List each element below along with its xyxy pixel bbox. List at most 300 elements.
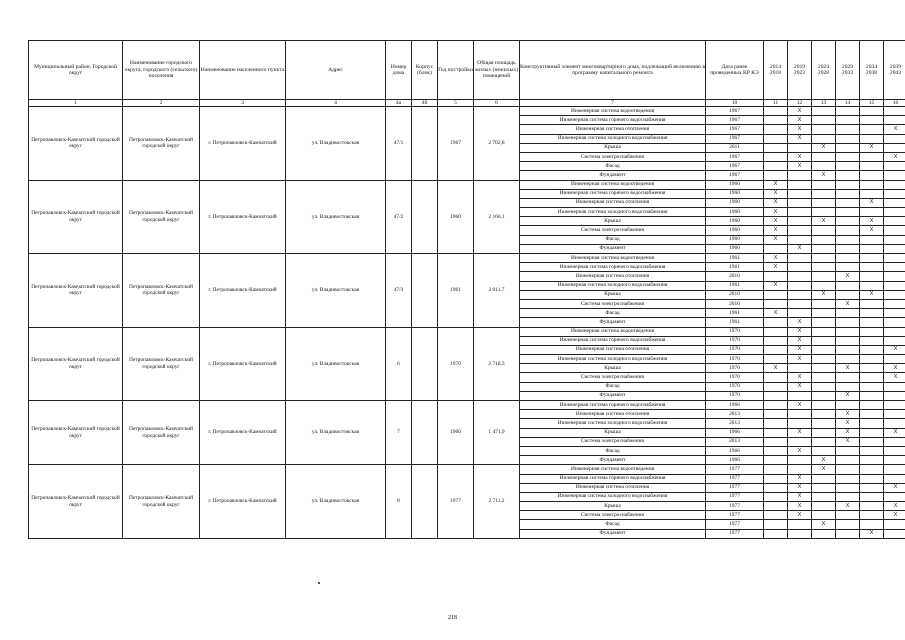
previous-repair-date-cell: 1961 (706, 254, 764, 263)
period-mark-cell (860, 189, 884, 198)
period-mark-cell: X (764, 281, 788, 290)
header-previous-repair-date: Дата ранее проведенных КР КЭ (706, 41, 764, 100)
element-name-cell: Инженерная система горячего водоснабжения (520, 401, 706, 410)
column-number: 7 (520, 100, 706, 107)
period-mark-cell: X (788, 446, 812, 455)
element-name-cell: Инженерная система холодного водоснабжения (520, 281, 706, 290)
period-mark-cell (764, 492, 788, 501)
element-name-cell: Инженерная система горячего водоснабжения (520, 474, 706, 483)
period-mark-cell: X (884, 364, 905, 373)
period-mark-cell: X (884, 483, 905, 492)
period-mark-cell (860, 391, 884, 400)
period-mark-cell (884, 391, 905, 400)
period-mark-cell: X (884, 125, 905, 134)
period-mark-cell (836, 134, 860, 143)
period-mark-cell: X (812, 465, 836, 474)
previous-repair-date-cell: 1966 (706, 428, 764, 437)
column-number: 11 (764, 100, 788, 107)
element-name-cell: Инженерная система водоотведения (520, 180, 706, 189)
period-mark-cell: X (788, 474, 812, 483)
address-cell: ул. Владивостокская (286, 254, 386, 328)
period-mark-cell (836, 263, 860, 272)
period-mark-cell: X (836, 437, 860, 446)
period-mark-cell (836, 180, 860, 189)
period-mark-cell (836, 327, 860, 336)
district-cell: Петропавловск-Камчатский городской округ (123, 180, 200, 254)
element-name-cell: Инженерная система отопления (520, 410, 706, 419)
year-built-cell: 1961 (438, 254, 474, 328)
period-mark-cell (860, 446, 884, 455)
period-mark-cell (812, 446, 836, 455)
scan-speck (318, 582, 320, 584)
period-mark-cell (884, 171, 905, 180)
period-mark-cell (860, 235, 884, 244)
address-cell: ул. Владивостокская (286, 401, 386, 465)
period-mark-cell (764, 483, 788, 492)
period-mark-cell: X (884, 373, 905, 382)
period-mark-cell (836, 345, 860, 354)
period-mark-cell (884, 336, 905, 345)
period-mark-cell (860, 162, 884, 171)
period-mark-cell: X (764, 254, 788, 263)
period-mark-cell (788, 391, 812, 400)
period-mark-cell (764, 502, 788, 511)
period-mark-cell (788, 299, 812, 308)
previous-repair-date-cell: 1967 (706, 116, 764, 125)
header-year-built: Год постройки (438, 41, 474, 100)
period-mark-cell (812, 116, 836, 125)
period-mark-cell (860, 134, 884, 143)
header-area: Общая площадь жилых (нежилых) помещений (474, 41, 520, 100)
element-name-cell: Крыша (520, 428, 706, 437)
period-mark-cell: X (788, 345, 812, 354)
period-mark-cell (812, 272, 836, 281)
period-mark-cell (788, 437, 812, 446)
building-cell (412, 327, 438, 401)
period-mark-cell (788, 263, 812, 272)
table-body (29, 107, 905, 539)
table-row (29, 327, 905, 336)
previous-repair-date-cell: 1970 (706, 327, 764, 336)
house-number-cell: 47/3 (386, 254, 412, 328)
period-mark-cell (836, 382, 860, 391)
element-name-cell: Инженерная система отопления (520, 125, 706, 134)
period-mark-cell: X (788, 162, 812, 171)
period-mark-cell (836, 116, 860, 125)
element-name-cell: Система электроснабжения (520, 511, 706, 520)
previous-repair-date-cell: 2010 (706, 290, 764, 299)
previous-repair-date-cell: 1960 (706, 208, 764, 217)
previous-repair-date-cell: 1967 (706, 162, 764, 171)
period-mark-cell (764, 143, 788, 152)
period-mark-cell (764, 446, 788, 455)
period-mark-cell (764, 290, 788, 299)
period-mark-cell (812, 244, 836, 253)
element-name-cell: Фасад (520, 235, 706, 244)
period-mark-cell: X (788, 244, 812, 253)
period-mark-cell (836, 373, 860, 382)
previous-repair-date-cell: 1960 (706, 244, 764, 253)
period-mark-cell (788, 520, 812, 529)
period-mark-cell (764, 419, 788, 428)
period-mark-cell (788, 272, 812, 281)
building-cell (412, 107, 438, 181)
period-mark-cell: X (836, 299, 860, 308)
area-cell: 1 471,9 (474, 401, 520, 465)
period-mark-cell (788, 419, 812, 428)
period-mark-cell (764, 428, 788, 437)
period-mark-cell (788, 529, 812, 538)
element-name-cell: Фундамент (520, 529, 706, 538)
period-mark-cell (764, 327, 788, 336)
period-mark-cell (884, 134, 905, 143)
period-mark-cell (836, 281, 860, 290)
period-mark-cell: X (788, 382, 812, 391)
previous-repair-date-cell: 1970 (706, 373, 764, 382)
period-mark-cell (860, 355, 884, 364)
element-name-cell: Инженерная система отопления (520, 345, 706, 354)
house-number-cell: 47/2 (386, 180, 412, 254)
period-mark-cell: X (788, 355, 812, 364)
element-name-cell: Фасад (520, 520, 706, 529)
previous-repair-date-cell: 1967 (706, 107, 764, 116)
period-mark-cell: X (836, 428, 860, 437)
period-mark-cell (764, 410, 788, 419)
element-name-cell: Инженерная система отопления (520, 272, 706, 281)
period-mark-cell (836, 107, 860, 116)
period-mark-cell (812, 318, 836, 327)
period-mark-cell (860, 254, 884, 263)
house-number-cell: 6 (386, 327, 412, 401)
previous-repair-date-cell: 1977 (706, 465, 764, 474)
element-name-cell: Инженерная система холодного водоснабжения (520, 492, 706, 501)
house-number-cell: 8 (386, 465, 412, 539)
column-number: 4 (286, 100, 386, 107)
period-mark-cell (764, 345, 788, 354)
period-mark-cell (860, 336, 884, 345)
period-mark-cell (788, 456, 812, 465)
period-mark-cell (788, 364, 812, 373)
period-mark-cell (836, 456, 860, 465)
previous-repair-date-cell: 1977 (706, 529, 764, 538)
period-mark-cell (860, 125, 884, 134)
period-mark-cell (812, 162, 836, 171)
period-mark-cell (788, 171, 812, 180)
element-name-cell: Инженерная система водоотведения (520, 465, 706, 474)
element-name-cell: Фасад (520, 446, 706, 455)
header-period: 2034 2038 (860, 41, 884, 100)
period-mark-cell (764, 529, 788, 538)
period-mark-cell (812, 327, 836, 336)
previous-repair-date-cell: 1967 (706, 134, 764, 143)
period-mark-cell (836, 235, 860, 244)
header-period: 2014 2018 (764, 41, 788, 100)
period-mark-cell: X (812, 290, 836, 299)
period-mark-cell: X (764, 364, 788, 373)
period-mark-cell (884, 492, 905, 501)
period-mark-cell (812, 419, 836, 428)
period-mark-cell: X (764, 198, 788, 207)
period-mark-cell: X (788, 152, 812, 161)
period-mark-cell (788, 180, 812, 189)
period-mark-cell (884, 299, 905, 308)
period-mark-cell: X (788, 327, 812, 336)
previous-repair-date-cell: 1970 (706, 382, 764, 391)
period-mark-cell: X (836, 364, 860, 373)
settlement-cell: г. Петропавловск-Камчатский (200, 465, 286, 539)
element-name-cell: Фасад (520, 162, 706, 171)
period-mark-cell (836, 465, 860, 474)
area-cell: 2 702,8 (474, 107, 520, 181)
period-mark-cell (836, 290, 860, 299)
period-mark-cell (860, 299, 884, 308)
period-mark-cell (860, 456, 884, 465)
previous-repair-date-cell: 1960 (706, 217, 764, 226)
header-row (29, 41, 905, 100)
period-mark-cell (812, 281, 836, 290)
period-mark-cell: X (860, 226, 884, 235)
settlement-cell: г. Петропавловск-Камчатский (200, 401, 286, 465)
period-mark-cell (812, 502, 836, 511)
period-mark-cell (812, 401, 836, 410)
district-cell: Петропавловск-Камчатский городской округ (123, 254, 200, 328)
period-mark-cell: X (812, 217, 836, 226)
period-mark-cell (812, 208, 836, 217)
header-period: 2024 2028 (812, 41, 836, 100)
period-mark-cell (764, 474, 788, 483)
period-mark-cell (884, 410, 905, 419)
period-mark-cell: X (884, 345, 905, 354)
column-number: 5 (438, 100, 474, 107)
previous-repair-date-cell: 1960 (706, 226, 764, 235)
period-mark-cell (860, 483, 884, 492)
period-mark-cell (764, 318, 788, 327)
period-mark-cell (812, 382, 836, 391)
period-mark-cell (884, 281, 905, 290)
period-mark-cell (788, 189, 812, 198)
period-mark-cell: X (836, 419, 860, 428)
previous-repair-date-cell: 1967 (706, 125, 764, 134)
period-mark-cell (812, 134, 836, 143)
period-mark-cell (836, 198, 860, 207)
period-mark-cell (836, 520, 860, 529)
previous-repair-date-cell: 1966 (706, 456, 764, 465)
element-name-cell: Фасад (520, 309, 706, 318)
period-mark-cell (812, 364, 836, 373)
period-mark-cell: X (788, 492, 812, 501)
period-mark-cell (836, 244, 860, 253)
period-mark-cell (764, 511, 788, 520)
period-mark-cell (860, 502, 884, 511)
period-mark-cell: X (764, 217, 788, 226)
column-number: 1 (29, 100, 123, 107)
period-mark-cell (812, 474, 836, 483)
capital-repair-table (28, 40, 905, 539)
period-mark-cell (860, 318, 884, 327)
period-mark-cell (812, 355, 836, 364)
column-number: 13 (812, 100, 836, 107)
element-name-cell: Система электроснабжения (520, 226, 706, 235)
period-mark-cell (884, 382, 905, 391)
element-name-cell: Инженерная система холодного водоснабжения (520, 208, 706, 217)
element-name-cell: Инженерная система горячего водоснабжения (520, 189, 706, 198)
period-mark-cell (884, 437, 905, 446)
period-mark-cell (860, 116, 884, 125)
previous-repair-date-cell: 1977 (706, 474, 764, 483)
column-number: 3 (200, 100, 286, 107)
element-name-cell: Фундамент (520, 456, 706, 465)
header-municipality: Муниципальный район, Городской округ (29, 41, 123, 100)
previous-repair-date-cell: 1966 (706, 446, 764, 455)
previous-repair-date-cell: 1970 (706, 336, 764, 345)
period-mark-cell (860, 428, 884, 437)
period-mark-cell: X (860, 198, 884, 207)
previous-repair-date-cell: 2011 (706, 143, 764, 152)
period-mark-cell (812, 336, 836, 345)
period-mark-cell (860, 410, 884, 419)
building-cell (412, 465, 438, 539)
period-mark-cell: X (812, 520, 836, 529)
period-mark-cell (836, 401, 860, 410)
previous-repair-date-cell: 2013 (706, 419, 764, 428)
area-cell: 2 711,2 (474, 465, 520, 539)
period-mark-cell (836, 189, 860, 198)
header-period: 2029 2033 (836, 41, 860, 100)
column-number: 15 (860, 100, 884, 107)
period-mark-cell (884, 419, 905, 428)
period-mark-cell (788, 226, 812, 235)
table-row (29, 180, 905, 189)
period-mark-cell (812, 107, 836, 116)
period-mark-cell (764, 244, 788, 253)
period-mark-cell (812, 410, 836, 419)
previous-repair-date-cell: 1960 (706, 198, 764, 207)
period-mark-cell (764, 162, 788, 171)
period-mark-cell (836, 162, 860, 171)
period-mark-cell (764, 116, 788, 125)
header-settlement: Наименование населенного пункта (200, 41, 286, 100)
period-mark-cell (812, 198, 836, 207)
period-mark-cell (884, 446, 905, 455)
element-name-cell: Система электроснабжения (520, 437, 706, 446)
period-mark-cell (860, 465, 884, 474)
period-mark-cell (764, 272, 788, 281)
period-mark-cell (884, 162, 905, 171)
previous-repair-date-cell: 1961 (706, 309, 764, 318)
table-row (29, 107, 905, 116)
period-mark-cell (884, 456, 905, 465)
period-mark-cell: X (836, 410, 860, 419)
period-mark-cell (812, 226, 836, 235)
period-mark-cell (836, 336, 860, 345)
element-name-cell: Крыша (520, 364, 706, 373)
column-number: 12 (788, 100, 812, 107)
period-mark-cell (860, 492, 884, 501)
period-mark-cell (788, 290, 812, 299)
period-mark-cell: X (764, 180, 788, 189)
period-mark-cell (764, 373, 788, 382)
address-cell: ул. Владивостокская (286, 107, 386, 181)
period-mark-cell (812, 152, 836, 161)
column-number: 4б (412, 100, 438, 107)
period-mark-cell: X (788, 336, 812, 345)
municipality-cell: Петропавловск-Камчатский городской округ (29, 327, 123, 401)
period-mark-cell (764, 299, 788, 308)
period-mark-cell (764, 171, 788, 180)
previous-repair-date-cell: 2013 (706, 410, 764, 419)
period-mark-cell (812, 309, 836, 318)
period-mark-cell: X (764, 208, 788, 217)
period-mark-cell (812, 492, 836, 501)
period-mark-cell: X (884, 152, 905, 161)
period-mark-cell: X (860, 529, 884, 538)
previous-repair-date-cell: 1977 (706, 502, 764, 511)
period-mark-cell: X (860, 217, 884, 226)
period-mark-cell: X (812, 456, 836, 465)
building-cell (412, 401, 438, 465)
period-mark-cell (812, 529, 836, 538)
header-structural-element: Конструктивный элемент многоквартирного дома, подлежащий включению в программу капитального ремонта (520, 41, 706, 100)
period-mark-cell (860, 171, 884, 180)
header-period: 2039 2043 (884, 41, 905, 100)
period-mark-cell: X (764, 235, 788, 244)
period-mark-cell (860, 345, 884, 354)
period-mark-cell (812, 391, 836, 400)
period-mark-cell (812, 235, 836, 244)
element-name-cell: Фасад (520, 382, 706, 391)
column-number: 2 (123, 100, 200, 107)
period-mark-cell (884, 318, 905, 327)
period-mark-cell (884, 254, 905, 263)
period-mark-cell (788, 198, 812, 207)
element-name-cell: Инженерная система водоотведения (520, 327, 706, 336)
period-mark-cell (884, 290, 905, 299)
previous-repair-date-cell: 1960 (706, 235, 764, 244)
period-mark-cell: X (860, 143, 884, 152)
period-mark-cell: X (884, 511, 905, 520)
district-cell: Петропавловск-Камчатский городской округ (123, 401, 200, 465)
period-mark-cell: X (812, 171, 836, 180)
period-mark-cell (884, 529, 905, 538)
period-mark-cell: X (788, 373, 812, 382)
period-mark-cell (884, 309, 905, 318)
municipality-cell: Петропавловск-Камчатский городской округ (29, 401, 123, 465)
element-name-cell: Инженерная система водоотведения (520, 107, 706, 116)
period-mark-cell (860, 520, 884, 529)
period-mark-cell (884, 217, 905, 226)
period-mark-cell (860, 474, 884, 483)
element-name-cell: Инженерная система горячего водоснабжения (520, 263, 706, 272)
period-mark-cell (836, 254, 860, 263)
column-number: 14 (836, 100, 860, 107)
period-mark-cell (884, 327, 905, 336)
period-mark-cell (764, 355, 788, 364)
period-mark-cell (860, 511, 884, 520)
period-mark-cell (884, 226, 905, 235)
period-mark-cell (836, 226, 860, 235)
period-mark-cell (812, 373, 836, 382)
period-mark-cell (764, 401, 788, 410)
period-mark-cell: X (788, 116, 812, 125)
period-mark-cell (788, 309, 812, 318)
period-mark-cell: X (836, 502, 860, 511)
previous-repair-date-cell: 2010 (706, 299, 764, 308)
previous-repair-date-cell: 1967 (706, 171, 764, 180)
page-number: 218 (448, 615, 457, 621)
period-mark-cell: X (788, 428, 812, 437)
previous-repair-date-cell: 1967 (706, 152, 764, 161)
previous-repair-date-cell: 1966 (706, 401, 764, 410)
